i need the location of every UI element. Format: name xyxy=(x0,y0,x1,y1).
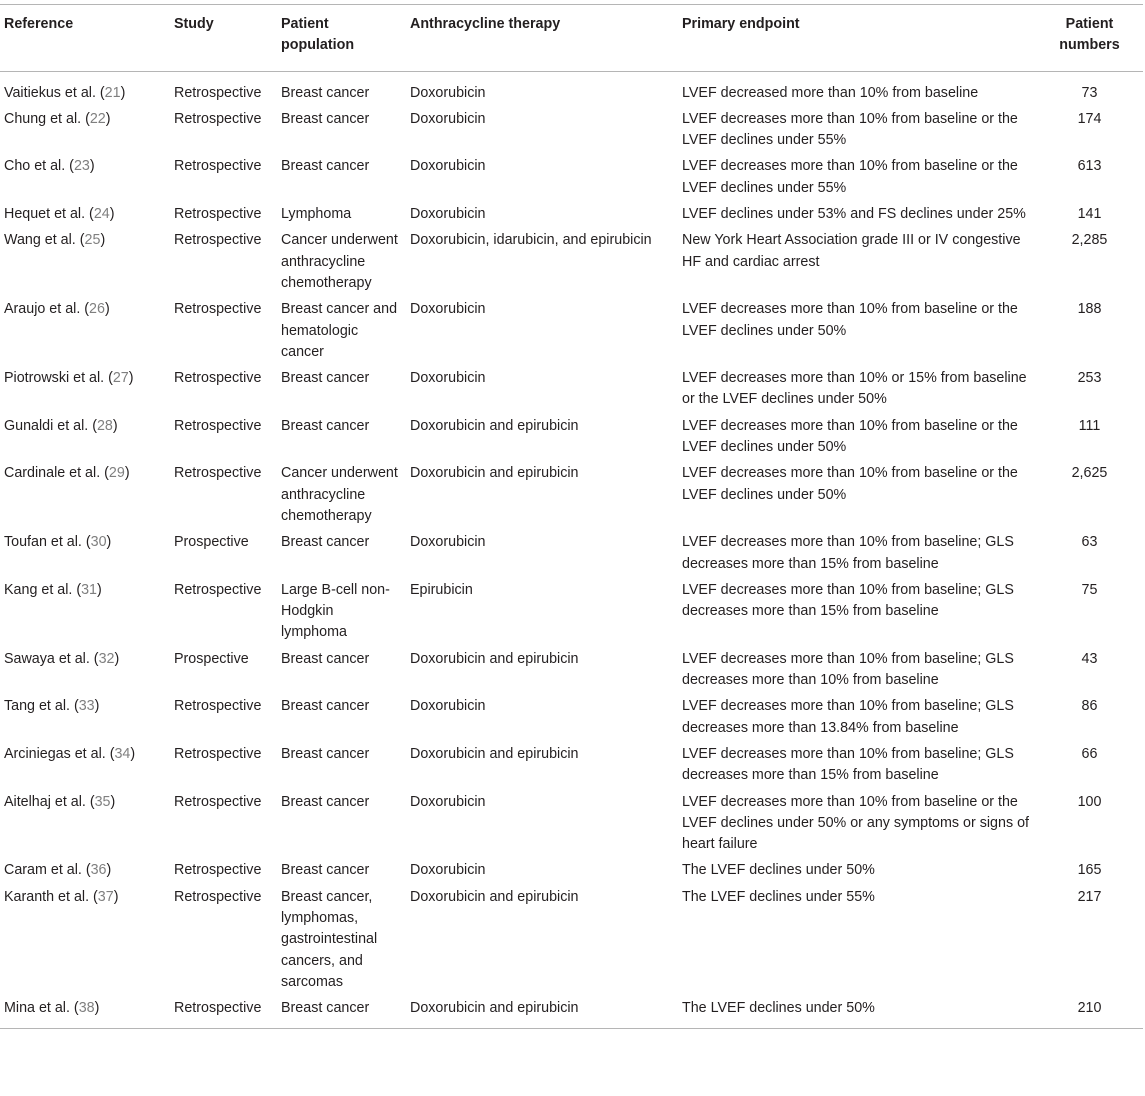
reference-author: Caram et al. ( xyxy=(4,862,91,879)
table-row xyxy=(0,577,1143,646)
table-row xyxy=(0,71,1143,106)
table-row xyxy=(0,413,1143,461)
cell-patient-numbers: 86 xyxy=(1081,698,1098,715)
cell-endpoint: The LVEF declines under 50% xyxy=(682,1000,875,1017)
cell-population: Breast cancer xyxy=(281,745,370,762)
reference-author: Vaitiekus et al. ( xyxy=(4,84,105,101)
cell-population: Breast cancer xyxy=(281,534,370,551)
table-row xyxy=(0,646,1143,694)
cell-population: Breast cancer xyxy=(281,417,370,434)
cell-reference xyxy=(0,995,170,1029)
cell-endpoint: New York Heart Association grade III or IV congestive HF and cardiac arrest xyxy=(682,232,1021,270)
reference-author: Tang et al. ( xyxy=(4,698,79,715)
header-patient-numbers: Patient numbers xyxy=(1059,16,1120,54)
cell-reference xyxy=(0,741,170,789)
reference-author: Piotrowski et al. ( xyxy=(4,370,113,387)
cell-study: Retrospective xyxy=(174,158,262,175)
reference-close-paren: ) xyxy=(120,84,126,101)
reference-close-paren: ) xyxy=(97,581,102,598)
header-population: Patient population xyxy=(281,16,355,54)
cell-study: Retrospective xyxy=(174,206,262,223)
cell-population: Lymphoma xyxy=(281,206,352,223)
cell-patient-numbers: 174 xyxy=(1077,110,1102,127)
cell-therapy: Doxorubicin, idarubicin, and epirubicin xyxy=(410,232,652,249)
reference-close-paren: ) xyxy=(128,370,134,387)
reference-citation-link[interactable]: 24 xyxy=(93,206,110,223)
reference-close-paren: ) xyxy=(106,534,112,551)
cell-study: Retrospective xyxy=(174,370,262,387)
reference-citation-link[interactable]: 31 xyxy=(81,581,97,598)
cell-patient-numbers: 43 xyxy=(1081,650,1098,667)
cell-study: Retrospective xyxy=(174,110,262,127)
reference-close-paren: ) xyxy=(114,650,120,667)
table-header xyxy=(0,5,1143,72)
cell-reference xyxy=(0,460,170,529)
reference-citation-link[interactable]: 21 xyxy=(104,84,121,101)
reference-close-paren: ) xyxy=(94,698,100,715)
reference-close-paren: ) xyxy=(104,301,110,318)
cell-patient-numbers: 63 xyxy=(1081,534,1098,551)
reference-close-paren: ) xyxy=(105,110,111,127)
cell-therapy: Doxorubicin xyxy=(410,158,486,175)
cell-therapy: Doxorubicin xyxy=(410,534,486,551)
cell-therapy: Doxorubicin xyxy=(410,862,486,879)
reference-citation-link[interactable]: 38 xyxy=(78,1000,95,1017)
cell-reference xyxy=(0,201,170,227)
cell-endpoint: LVEF decreases more than 10% from baseline or the LVEF declines under 50% xyxy=(682,301,1018,339)
reference-citation-link[interactable]: 25 xyxy=(84,232,101,249)
reference-citation-link[interactable]: 32 xyxy=(98,650,115,667)
cell-endpoint: LVEF decreases more than 10% from baseline; GLS decreases more than 10% from baseline xyxy=(682,650,1014,689)
cell-patient-numbers: 100 xyxy=(1077,793,1102,810)
cell-population: Large B-cell non-Hodgkin lymphoma xyxy=(281,581,390,641)
cell-patient-numbers: 66 xyxy=(1081,745,1098,762)
reference-author: Aitelhaj et al. ( xyxy=(4,793,95,810)
reference-close-paren: ) xyxy=(109,206,115,223)
cell-population: Cancer underwent anthracycline chemotherapy xyxy=(281,465,398,524)
reference-citation-link[interactable]: 26 xyxy=(89,301,105,318)
cell-endpoint: LVEF decreases more than 10% from baseline; GLS decreases more than 15% from baseline xyxy=(682,581,1014,620)
cell-population: Breast cancer xyxy=(281,650,370,667)
cell-therapy: Doxorubicin and epirubicin xyxy=(410,465,579,482)
cell-patient-numbers: 75 xyxy=(1081,581,1098,598)
studies-table xyxy=(0,4,1143,1029)
cell-endpoint: LVEF decreases more than 10% or 15% from baseline or the LVEF declines under 50% xyxy=(682,370,1027,408)
cell-study: Retrospective xyxy=(174,417,262,434)
cell-patient-numbers: 73 xyxy=(1081,84,1098,101)
cell-study: Retrospective xyxy=(174,232,262,249)
cell-endpoint: LVEF decreases more than 10% from baseline or the LVEF declines under 50% xyxy=(682,465,1018,503)
cell-patient-numbers: 2,285 xyxy=(1071,232,1108,249)
reference-author: Kang et al. ( xyxy=(4,581,82,598)
reference-close-paren: ) xyxy=(110,793,116,810)
cell-endpoint: LVEF decreases more than 10% from baseline; GLS decreases more than 15% from baseline xyxy=(682,534,1014,572)
table-row xyxy=(0,153,1143,201)
table-row xyxy=(0,789,1143,858)
cell-population: Breast cancer xyxy=(281,370,370,387)
cell-therapy: Doxorubicin and epirubicin xyxy=(410,1000,579,1017)
reference-author: Sawaya et al. ( xyxy=(4,650,99,667)
reference-close-paren: ) xyxy=(130,745,136,762)
table-row xyxy=(0,693,1143,741)
reference-close-paren: ) xyxy=(100,232,106,249)
cell-therapy: Doxorubicin xyxy=(410,698,486,715)
cell-reference xyxy=(0,413,170,461)
cell-study: Retrospective xyxy=(174,862,262,879)
cell-study: Retrospective xyxy=(174,84,262,101)
table-row xyxy=(0,106,1143,154)
cell-population: Breast cancer, lymphomas, gastrointestinal cancers, and sarcomas xyxy=(281,888,378,990)
cell-endpoint: LVEF decreases more than 10% from baseline or the LVEF declines under 50% xyxy=(682,417,1018,456)
reference-citation-link[interactable]: 35 xyxy=(94,793,111,810)
cell-patient-numbers: 2,625 xyxy=(1071,465,1108,482)
cell-reference xyxy=(0,789,170,858)
cell-study: Retrospective xyxy=(174,1000,262,1017)
cell-population: Breast cancer xyxy=(281,862,370,879)
reference-citation-link[interactable]: 33 xyxy=(78,698,95,715)
reference-close-paren: ) xyxy=(113,888,119,905)
cell-reference xyxy=(0,106,170,154)
cell-study: Retrospective xyxy=(174,581,262,598)
cell-endpoint: The LVEF declines under 55% xyxy=(682,888,875,905)
cell-reference xyxy=(0,365,170,413)
cell-reference xyxy=(0,693,170,741)
cell-endpoint: LVEF decreases more than 10% from baseline; GLS decreases more than 13.84% from baseline xyxy=(682,698,1014,736)
cell-study: Retrospective xyxy=(174,698,262,715)
cell-reference xyxy=(0,529,170,577)
cell-therapy: Epirubicin xyxy=(410,581,473,598)
cell-reference xyxy=(0,857,170,883)
cell-therapy: Doxorubicin and epirubicin xyxy=(410,745,579,762)
cell-therapy: Doxorubicin xyxy=(410,110,486,127)
cell-reference xyxy=(0,884,170,995)
cell-patient-numbers: 165 xyxy=(1077,862,1102,879)
reference-author: Toufan et al. ( xyxy=(4,534,91,551)
cell-population: Breast cancer xyxy=(281,158,370,175)
table-row xyxy=(0,529,1143,577)
cell-patient-numbers: 217 xyxy=(1077,888,1102,905)
reference-author: Cho et al. ( xyxy=(4,158,74,175)
reference-close-paren: ) xyxy=(94,1000,100,1017)
reference-citation-link[interactable]: 23 xyxy=(73,158,90,175)
reference-author: Arciniegas et al. ( xyxy=(4,745,115,762)
reference-author: Cardinale et al. ( xyxy=(4,465,109,482)
reference-close-paren: ) xyxy=(89,158,95,175)
cell-patient-numbers: 210 xyxy=(1077,1000,1102,1017)
reference-author: Wang et al. ( xyxy=(4,232,85,249)
cell-study: Retrospective xyxy=(174,888,262,905)
cell-endpoint: LVEF decreases more than 10% from baseline or the LVEF declines under 50% or any symptoms or signs of heart failure xyxy=(682,793,1029,853)
reference-citation-link[interactable]: 34 xyxy=(114,745,131,762)
cell-reference xyxy=(0,153,170,201)
table-row xyxy=(0,201,1143,227)
reference-author: Araujo et al. ( xyxy=(4,301,90,318)
table-row xyxy=(0,995,1143,1029)
cell-therapy: Doxorubicin xyxy=(410,793,486,810)
table-row xyxy=(0,296,1143,365)
cell-population: Breast cancer xyxy=(281,698,370,715)
reference-citation-link[interactable]: 36 xyxy=(90,862,107,879)
cell-patient-numbers: 613 xyxy=(1077,158,1102,175)
cell-population: Cancer underwent anthracycline chemotherapy xyxy=(281,232,398,291)
cell-therapy: Doxorubicin xyxy=(410,370,486,387)
cell-patient-numbers: 111 xyxy=(1078,417,1101,434)
reference-author: Hequet et al. ( xyxy=(4,206,94,223)
cell-reference xyxy=(0,227,170,296)
cell-therapy: Doxorubicin and epirubicin xyxy=(410,650,579,667)
table-body xyxy=(0,71,1143,1029)
reference-close-paren: ) xyxy=(124,465,130,482)
cell-therapy: Doxorubicin xyxy=(410,206,486,223)
cell-population: Breast cancer xyxy=(281,1000,370,1017)
cell-study: Retrospective xyxy=(174,793,262,810)
header-reference: Reference xyxy=(4,16,74,32)
cell-patient-numbers: 253 xyxy=(1077,370,1102,387)
table-row xyxy=(0,365,1143,413)
cell-reference xyxy=(0,646,170,694)
reference-close-paren: ) xyxy=(106,862,112,879)
reference-citation-link[interactable]: 28 xyxy=(96,417,113,434)
cell-therapy: Doxorubicin xyxy=(410,84,486,101)
table-row xyxy=(0,884,1143,995)
cell-population: Breast cancer and hematologic cancer xyxy=(281,301,398,360)
table-row xyxy=(0,741,1143,789)
header-therapy: Anthracycline therapy xyxy=(410,16,561,32)
cell-endpoint: LVEF declines under 53% and FS declines under 25% xyxy=(682,206,1026,223)
cell-endpoint: LVEF decreases more than 10% from baseline or the LVEF declines under 55% xyxy=(682,158,1018,196)
reference-citation-link[interactable]: 37 xyxy=(97,888,114,905)
cell-therapy: Doxorubicin and epirubicin xyxy=(410,417,579,434)
reference-citation-link[interactable]: 27 xyxy=(112,370,129,387)
cell-endpoint: LVEF decreases more than 10% from baseline; GLS decreases more than 15% from baseline xyxy=(682,745,1014,784)
reference-author: Mina et al. ( xyxy=(4,1000,79,1017)
reference-author: Gunaldi et al. ( xyxy=(4,417,97,434)
cell-endpoint: The LVEF declines under 50% xyxy=(682,862,875,879)
reference-author: Karanth et al. ( xyxy=(4,888,98,905)
cell-patient-numbers: 188 xyxy=(1077,301,1102,318)
cell-reference xyxy=(0,296,170,365)
cell-patient-numbers: 141 xyxy=(1077,206,1102,223)
reference-citation-link[interactable]: 30 xyxy=(90,534,107,551)
header-endpoint: Primary endpoint xyxy=(682,16,800,32)
cell-therapy: Doxorubicin xyxy=(410,301,486,318)
cell-population: Breast cancer xyxy=(281,793,370,810)
header-row xyxy=(0,5,1143,72)
cell-study: Prospective xyxy=(174,534,249,551)
cell-study: Retrospective xyxy=(174,301,262,318)
cell-population: Breast cancer xyxy=(281,110,370,127)
reference-author: Chung et al. ( xyxy=(4,110,90,127)
cell-reference xyxy=(0,577,170,646)
cell-reference xyxy=(0,71,170,106)
table-row xyxy=(0,857,1143,883)
cell-study: Retrospective xyxy=(174,465,262,482)
reference-citation-link[interactable]: 22 xyxy=(89,110,106,127)
table-row xyxy=(0,460,1143,529)
table-row xyxy=(0,227,1143,296)
header-study: Study xyxy=(174,16,214,32)
cell-study: Prospective xyxy=(174,650,249,667)
cell-endpoint: LVEF decreases more than 10% from baseline or the LVEF declines under 55% xyxy=(682,110,1018,149)
cell-population: Breast cancer xyxy=(281,84,370,101)
cell-therapy: Doxorubicin and epirubicin xyxy=(410,888,579,905)
reference-citation-link[interactable]: 29 xyxy=(108,465,125,482)
cell-endpoint: LVEF decreased more than 10% from baseline xyxy=(682,84,979,101)
cell-study: Retrospective xyxy=(174,745,262,762)
reference-close-paren: ) xyxy=(112,417,118,434)
